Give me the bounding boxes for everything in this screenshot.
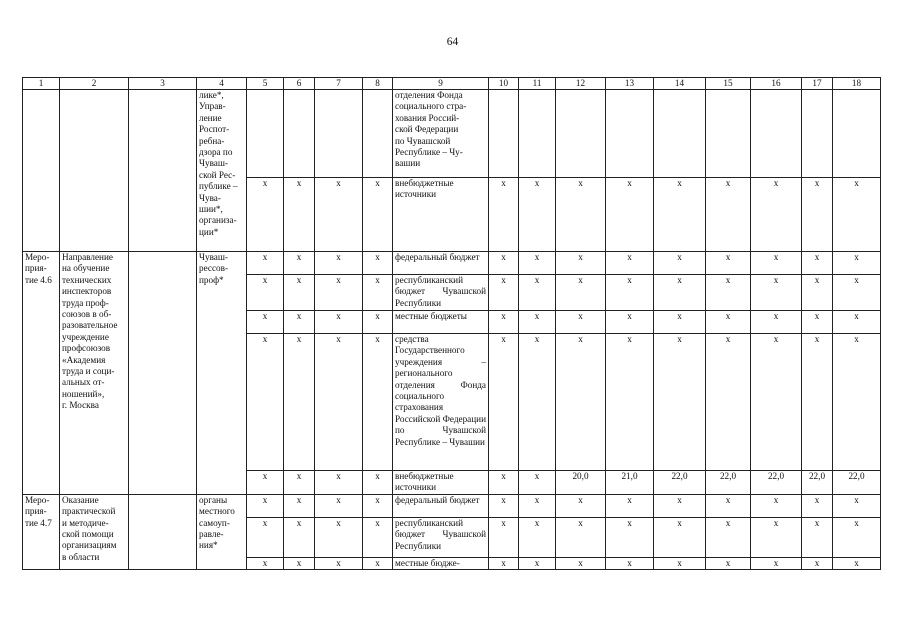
value-cell: х <box>751 494 802 517</box>
value-cell: х <box>519 334 556 471</box>
cell-line: отделения Фонда <box>395 90 463 100</box>
value-cell: х <box>654 334 706 471</box>
column-number-14: 14 <box>654 78 706 90</box>
cell-line: Направление <box>62 252 113 262</box>
cell-line: рессов- <box>199 263 229 274</box>
value-cell: х <box>284 334 315 471</box>
cell-line: альных от- <box>62 377 105 388</box>
value-cell: х <box>706 517 751 557</box>
value-cell: х <box>519 557 556 569</box>
column-number-row <box>23 78 881 90</box>
funding-source-cell: внебюджетные источники <box>393 178 489 252</box>
cell-line: лике*, <box>199 90 224 100</box>
value-cell: 22,0 <box>706 471 751 495</box>
value-cell: х <box>556 275 606 311</box>
value-cell: х <box>751 557 802 569</box>
column-number-3: 3 <box>129 78 197 90</box>
cell-line: Управ- <box>199 101 226 112</box>
empty-cell <box>556 90 606 178</box>
cell-line: равле- <box>199 529 224 540</box>
cell-line: Чуваш- <box>199 252 228 262</box>
cell-line: хования Россий- <box>395 112 460 123</box>
value-cell: х <box>706 334 751 471</box>
cell-line: организа- <box>199 215 237 226</box>
value-cell: х <box>284 557 315 569</box>
cell-line: разовательное <box>62 320 118 331</box>
measure-name-cell <box>60 252 129 495</box>
column-number-5: 5 <box>247 78 284 90</box>
value-cell: х <box>556 334 606 471</box>
cell-line: ление <box>199 112 222 123</box>
value-cell: х <box>363 178 393 252</box>
cell-line: и методиче- <box>62 517 109 528</box>
measure-row <box>23 494 881 517</box>
value-cell: 22,0 <box>833 471 881 495</box>
cell-line: ской помощи <box>62 529 114 540</box>
value-cell: х <box>315 252 363 275</box>
value-cell: х <box>489 334 519 471</box>
funding-source-cell: федеральный бюджет <box>393 252 489 275</box>
cell-line: ния* <box>199 540 218 551</box>
value-cell: х <box>247 557 284 569</box>
column-number-6: 6 <box>284 78 315 90</box>
program-table <box>22 77 881 570</box>
cell-line: публике – <box>199 181 238 192</box>
value-cell: х <box>606 252 654 275</box>
cell-line: Оказание <box>62 494 99 505</box>
value-cell: х <box>833 494 881 517</box>
value-cell: х <box>247 334 284 471</box>
empty-cell <box>706 90 751 178</box>
empty-cell <box>833 90 881 178</box>
funding-source-cell: республиканский бюджет Чувашской Республики <box>393 275 489 311</box>
empty-cell <box>654 90 706 178</box>
cell-line: проф* <box>199 274 224 285</box>
value-cell: х <box>606 494 654 517</box>
value-cell: х <box>363 252 393 275</box>
value-cell: х <box>519 275 556 311</box>
value-cell: х <box>654 252 706 275</box>
value-cell: х <box>315 178 363 252</box>
value-cell: х <box>802 311 833 334</box>
value-cell: х <box>556 517 606 557</box>
value-cell: х <box>606 517 654 557</box>
value-cell: 22,0 <box>802 471 833 495</box>
value-cell: х <box>833 275 881 311</box>
value-cell: х <box>247 311 284 334</box>
value-cell: х <box>751 178 802 252</box>
empty-cell <box>284 90 315 178</box>
funding-source-cell: республиканский бюджет Чувашской Республики <box>393 517 489 557</box>
value-cell: х <box>363 275 393 311</box>
empty-cell <box>519 90 556 178</box>
cell-line: учреждение <box>62 331 109 342</box>
column-number-18: 18 <box>833 78 881 90</box>
column-number-11: 11 <box>519 78 556 90</box>
value-cell: х <box>802 178 833 252</box>
value-cell: х <box>284 178 315 252</box>
value-cell: х <box>247 517 284 557</box>
value-cell: х <box>363 334 393 471</box>
value-cell: х <box>751 517 802 557</box>
value-cell: х <box>833 178 881 252</box>
value-cell: х <box>654 178 706 252</box>
value-cell: х <box>751 311 802 334</box>
value-cell: х <box>654 494 706 517</box>
value-cell: х <box>315 275 363 311</box>
measure-name-cell <box>60 494 129 569</box>
value-cell: х <box>315 557 363 569</box>
cell-line: Республике – Чу- <box>395 147 463 158</box>
column-number-10: 10 <box>489 78 519 90</box>
value-cell: х <box>556 252 606 275</box>
value-cell: х <box>833 334 881 471</box>
value-cell: х <box>833 517 881 557</box>
value-cell: х <box>802 334 833 471</box>
empty-cell <box>363 90 393 178</box>
empty-cell <box>751 90 802 178</box>
cell-line: в области <box>62 551 100 562</box>
value-cell: х <box>489 275 519 311</box>
column-number-1: 1 <box>23 78 60 90</box>
value-cell: х <box>519 252 556 275</box>
value-cell: х <box>284 494 315 517</box>
value-cell: х <box>519 311 556 334</box>
value-cell: х <box>519 471 556 495</box>
value-cell: 21,0 <box>606 471 654 495</box>
value-cell: х <box>654 557 706 569</box>
cell-line: ции* <box>199 226 219 237</box>
value-cell: х <box>706 557 751 569</box>
value-cell: х <box>363 471 393 495</box>
funding-source-cell: средства Государственного учреждения – регионального отделения Фонда социального страхования Российской Федерации по Чувашской Республике – Чувашии <box>393 334 489 471</box>
value-cell: х <box>284 252 315 275</box>
cell-line: ской Рес- <box>199 169 236 180</box>
cell-line: Чува- <box>199 192 221 203</box>
empty-cell <box>315 90 363 178</box>
value-cell: х <box>606 178 654 252</box>
value-cell: х <box>363 517 393 557</box>
value-cell: х <box>247 494 284 517</box>
value-cell: х <box>363 494 393 517</box>
value-cell: х <box>751 252 802 275</box>
value-cell: 22,0 <box>654 471 706 495</box>
value-cell: х <box>519 494 556 517</box>
value-cell: х <box>706 275 751 311</box>
executor-cell <box>197 252 247 495</box>
value-cell: х <box>284 471 315 495</box>
value-cell: х <box>315 471 363 495</box>
cell-line: практической <box>62 506 116 517</box>
value-cell: х <box>751 275 802 311</box>
column-number-15: 15 <box>706 78 751 90</box>
value-cell: х <box>519 517 556 557</box>
cell-line: г. Москва <box>62 400 99 411</box>
cell-line: ношений», <box>62 388 105 399</box>
value-cell: х <box>751 334 802 471</box>
cell-line: на обучение <box>62 263 110 274</box>
cell-line: Чуваш- <box>199 158 228 169</box>
cell-line: «Академия <box>62 354 106 365</box>
coexecutor-cell-empty <box>129 90 197 252</box>
value-cell: х <box>363 311 393 334</box>
empty-cell <box>802 90 833 178</box>
value-cell: х <box>489 494 519 517</box>
value-cell: х <box>315 334 363 471</box>
coexecutor-cell-empty <box>129 252 197 495</box>
cell-line: технических <box>62 274 112 285</box>
value-cell: х <box>833 252 881 275</box>
value-cell: х <box>606 557 654 569</box>
value-cell: х <box>606 311 654 334</box>
value-cell: х <box>247 178 284 252</box>
value-cell: х <box>489 252 519 275</box>
page-number: 64 <box>446 36 459 48</box>
cell-line: ской Федерации <box>395 124 459 135</box>
funding-source-cell: местные бюдже- <box>393 557 489 569</box>
column-number-9: 9 <box>393 78 489 90</box>
value-cell: 20,0 <box>556 471 606 495</box>
value-cell: х <box>654 517 706 557</box>
value-cell: х <box>489 557 519 569</box>
cell-line: ребна- <box>199 135 225 146</box>
value-cell: х <box>706 311 751 334</box>
column-number-7: 7 <box>315 78 363 90</box>
value-cell: х <box>489 471 519 495</box>
cell-line: вашии <box>395 158 421 169</box>
column-number-12: 12 <box>556 78 606 90</box>
value-cell: х <box>489 517 519 557</box>
cell-line: органы <box>199 494 228 505</box>
column-number-16: 16 <box>751 78 802 90</box>
value-cell: х <box>833 311 881 334</box>
value-cell: х <box>247 471 284 495</box>
funding-source-cell: федеральный бюджет <box>393 494 489 517</box>
coexecutor-cell-empty <box>129 494 197 569</box>
value-cell: х <box>706 494 751 517</box>
executor-cell <box>197 90 247 252</box>
value-cell: х <box>802 275 833 311</box>
value-cell: х <box>489 311 519 334</box>
value-cell: х <box>556 494 606 517</box>
value-cell: х <box>315 494 363 517</box>
empty-cell <box>489 90 519 178</box>
value-cell: х <box>802 252 833 275</box>
measure-row <box>23 252 881 275</box>
cell-line: союзов в об- <box>62 309 112 320</box>
executor-cell <box>197 494 247 569</box>
value-cell: х <box>706 178 751 252</box>
cell-line: социального стра- <box>395 101 467 112</box>
value-cell: х <box>706 252 751 275</box>
column-number-4: 4 <box>197 78 247 90</box>
cell-line: самоуп- <box>199 517 230 528</box>
value-cell: х <box>802 557 833 569</box>
value-cell: х <box>802 517 833 557</box>
value-cell: х <box>247 275 284 311</box>
funding-source-cell <box>393 90 489 178</box>
value-cell: х <box>284 311 315 334</box>
value-cell: х <box>606 334 654 471</box>
funding-source-cell: местные бюджеты <box>393 311 489 334</box>
name-cell-empty <box>60 90 129 252</box>
value-cell: х <box>315 517 363 557</box>
value-cell: х <box>606 275 654 311</box>
measure-code-cell: Меро-прия-тие 4.6 <box>23 252 60 495</box>
value-cell: х <box>519 178 556 252</box>
cell-line: труда проф- <box>62 297 109 308</box>
empty-cell <box>247 90 284 178</box>
value-cell: х <box>556 178 606 252</box>
code-cell-empty <box>23 90 60 252</box>
value-cell: х <box>654 311 706 334</box>
value-cell: х <box>654 275 706 311</box>
cell-line: организациям <box>62 540 117 551</box>
measure-code-cell: Меро-прия-тие 4.7 <box>23 494 60 569</box>
cell-line: по Чувашской <box>395 135 451 146</box>
cell-line: Роспот- <box>199 124 230 135</box>
cell-line: дзора по <box>199 147 233 158</box>
column-number-13: 13 <box>606 78 654 90</box>
cell-line: местного <box>199 506 235 517</box>
cell-line: шии*, <box>199 204 223 215</box>
column-number-17: 17 <box>802 78 833 90</box>
column-number-8: 8 <box>363 78 393 90</box>
value-cell: х <box>284 275 315 311</box>
funding-source-cell: внебюджетные источники <box>393 471 489 495</box>
value-cell: х <box>802 494 833 517</box>
empty-cell <box>606 90 654 178</box>
value-cell: х <box>284 517 315 557</box>
value-cell: х <box>363 557 393 569</box>
value-cell: 22,0 <box>751 471 802 495</box>
value-cell: х <box>556 311 606 334</box>
cell-line: труда и соци- <box>62 366 115 377</box>
column-number-2: 2 <box>60 78 129 90</box>
value-cell: х <box>247 252 284 275</box>
continuation-row <box>23 90 881 178</box>
value-cell: х <box>833 557 881 569</box>
value-cell: х <box>556 557 606 569</box>
value-cell: х <box>489 178 519 252</box>
cell-line: профсоюзов <box>62 343 111 354</box>
cell-line: инспекторов <box>62 286 112 297</box>
value-cell: х <box>315 311 363 334</box>
